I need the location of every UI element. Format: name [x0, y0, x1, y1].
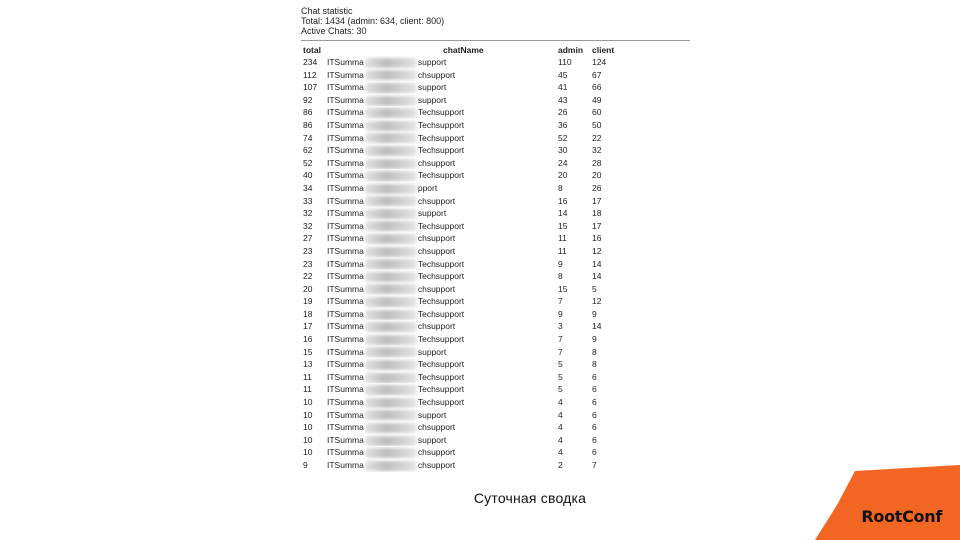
chatname-suffix: pport	[417, 182, 438, 193]
table-row	[301, 94, 631, 107]
table-row	[301, 232, 631, 245]
redacted-name-blur	[365, 159, 417, 169]
redacted-name-blur	[365, 234, 417, 244]
cell-client: 8	[592, 359, 597, 370]
cell-total: 10	[303, 422, 313, 433]
cell-total: 33	[303, 195, 313, 206]
chatname-suffix: Techsupport	[417, 145, 465, 156]
table-row	[301, 396, 631, 409]
chatname-suffix: support	[417, 434, 447, 445]
chatname-prefix: ITSumma	[327, 195, 364, 206]
table-row	[301, 220, 631, 233]
cell-admin: 20	[558, 170, 568, 181]
cell-total: 22	[303, 271, 313, 282]
chatname-suffix: Techsupport	[417, 397, 465, 408]
cell-admin: 11	[558, 245, 567, 256]
chatname-prefix: ITSumma	[327, 132, 364, 143]
cell-client: 6	[592, 447, 597, 458]
redacted-name-blur	[365, 58, 417, 68]
cell-chatname	[325, 459, 556, 472]
chatname-prefix: ITSumma	[327, 308, 364, 319]
cell-client: 5	[592, 283, 597, 294]
cell-chatname	[325, 434, 556, 447]
cell-chatname	[325, 69, 556, 82]
cell-client: 14	[592, 321, 602, 332]
cell-total: 62	[303, 145, 313, 156]
cell-chatname	[325, 396, 556, 409]
cell-total: 27	[303, 233, 313, 244]
chatname-suffix: Techsupport	[417, 384, 465, 395]
cell-admin: 15	[558, 220, 568, 231]
chatname-suffix: chsupport	[417, 422, 456, 433]
cell-client: 26	[592, 182, 602, 193]
cell-total: 86	[303, 119, 313, 130]
cell-client: 49	[592, 94, 602, 105]
table-row	[301, 270, 631, 283]
header-divider	[301, 40, 690, 41]
redacted-name-blur	[365, 171, 417, 181]
cell-total: 40	[303, 170, 313, 181]
chatname-prefix: ITSumma	[327, 397, 364, 408]
chatname-prefix: ITSumma	[327, 82, 364, 93]
cell-client: 32	[592, 145, 602, 156]
cell-admin: 11	[558, 233, 567, 244]
cell-client: 8	[592, 346, 597, 357]
cell-client: 9	[592, 334, 597, 345]
cell-admin: 4	[558, 422, 563, 433]
redacted-name-blur	[365, 360, 417, 370]
chatname-suffix: chsupport	[417, 460, 456, 470]
redacted-name-blur	[365, 385, 417, 395]
cell-total: 112	[303, 69, 317, 80]
table-row	[301, 56, 631, 69]
table-row	[301, 157, 631, 170]
redacted-name-blur	[365, 259, 417, 269]
table-row	[301, 245, 631, 258]
chatname-suffix: chsupport	[417, 447, 456, 458]
cell-total: 9	[303, 460, 308, 470]
table-row	[301, 169, 631, 182]
redacted-name-blur	[365, 297, 417, 307]
chatname-prefix: ITSumma	[327, 258, 364, 269]
report-title: Chat statistic	[301, 6, 353, 16]
cell-chatname	[325, 56, 556, 69]
chatname-prefix: ITSumma	[327, 107, 364, 118]
cell-admin: 15	[558, 283, 568, 294]
cell-chatname	[325, 371, 556, 384]
redacted-name-blur	[365, 272, 417, 282]
cell-admin: 7	[558, 334, 563, 345]
cell-admin: 8	[558, 271, 563, 282]
cell-chatname	[325, 320, 556, 333]
table-row	[301, 358, 631, 371]
table-row	[301, 69, 631, 82]
chatname-suffix: Techsupport	[417, 132, 465, 143]
chat-statistic-header	[301, 6, 691, 36]
redacted-name-blur	[365, 423, 417, 433]
chatname-prefix: ITSumma	[327, 296, 364, 307]
cell-admin: 9	[558, 308, 563, 319]
cell-chatname	[325, 258, 556, 271]
table-row	[301, 371, 631, 384]
cell-chatname	[325, 245, 556, 258]
chatname-prefix: ITSumma	[327, 233, 364, 244]
table-row	[301, 182, 631, 195]
cell-client: 6	[592, 371, 597, 382]
redacted-name-blur	[365, 184, 417, 194]
cell-total: 16	[303, 334, 313, 345]
cell-client: 67	[592, 69, 602, 80]
chatname-prefix: ITSumma	[327, 321, 364, 332]
cell-admin: 43	[558, 94, 568, 105]
redacted-name-blur	[365, 310, 417, 320]
cell-chatname	[325, 295, 556, 308]
cell-total: 11	[303, 384, 312, 395]
cell-client: 22	[592, 132, 602, 143]
table-row	[301, 258, 631, 271]
cell-client: 6	[592, 409, 597, 420]
chatname-prefix: ITSumma	[327, 460, 364, 470]
chatname-prefix: ITSumma	[327, 384, 364, 395]
redacted-name-blur	[365, 221, 417, 231]
table-row	[301, 346, 631, 359]
chatname-suffix: support	[417, 208, 447, 219]
cell-client: 6	[592, 397, 597, 408]
cell-client: 14	[592, 271, 602, 282]
cell-chatname	[325, 421, 556, 434]
chatname-suffix: Techsupport	[417, 119, 465, 130]
table-header-row	[301, 45, 631, 56]
chatname-prefix: ITSumma	[327, 346, 364, 357]
chatname-prefix: ITSumma	[327, 371, 364, 382]
chatname-prefix: ITSumma	[327, 447, 364, 458]
cell-admin: 8	[558, 182, 563, 193]
table-row	[301, 320, 631, 333]
cell-admin: 36	[558, 119, 568, 130]
chatname-suffix: chsupport	[417, 69, 456, 80]
cell-client: 16	[592, 233, 602, 244]
chatname-suffix: chsupport	[417, 195, 456, 206]
cell-client: 17	[592, 195, 602, 206]
redacted-name-blur	[365, 347, 417, 357]
chatname-prefix: ITSumma	[327, 157, 364, 168]
cell-total: 107	[303, 82, 318, 93]
cell-client: 60	[592, 107, 602, 118]
cell-total: 10	[303, 434, 313, 445]
cell-admin: 110	[558, 57, 572, 67]
cell-client: 9	[592, 308, 597, 319]
column-header-chatname: chatName	[443, 45, 484, 55]
chatname-prefix: ITSumma	[327, 271, 364, 282]
table-row	[301, 283, 631, 296]
redacted-name-blur	[365, 83, 417, 93]
brand-logo-text: RootConf	[861, 507, 942, 526]
chatname-suffix: chsupport	[417, 157, 456, 168]
cell-chatname	[325, 333, 556, 346]
chatname-prefix: ITSumma	[327, 94, 364, 105]
cell-chatname	[325, 283, 556, 296]
chatname-prefix: ITSumma	[327, 220, 364, 231]
chatname-prefix: ITSumma	[327, 334, 364, 345]
cell-total: 52	[303, 157, 313, 168]
cell-admin: 2	[558, 460, 563, 470]
column-header-total: total	[303, 45, 321, 55]
table-row	[301, 207, 631, 220]
cell-admin: 4	[558, 397, 563, 408]
slide-caption: Суточная сводка	[473, 490, 587, 506]
chatname-prefix: ITSumma	[327, 182, 364, 193]
cell-client: 50	[592, 119, 602, 130]
cell-client: 6	[592, 422, 597, 433]
report-total-line: Total: 1434 (admin: 634, client: 800)	[301, 16, 445, 26]
cell-client: 18	[592, 208, 602, 219]
cell-admin: 52	[558, 132, 568, 143]
cell-chatname	[325, 308, 556, 321]
cell-total: 32	[303, 220, 313, 231]
cell-chatname	[325, 157, 556, 170]
table-row	[301, 308, 631, 321]
redacted-name-blur	[365, 322, 417, 332]
chat-statistic-table	[301, 45, 631, 472]
cell-admin: 30	[558, 145, 568, 156]
chatname-suffix: Techsupport	[417, 170, 465, 181]
table-row	[301, 132, 631, 145]
cell-chatname	[325, 144, 556, 157]
cell-admin: 16	[558, 195, 568, 206]
redacted-name-blur	[365, 146, 417, 156]
cell-chatname	[325, 132, 556, 145]
chatname-suffix: support	[417, 94, 447, 105]
chatname-suffix: chsupport	[417, 233, 456, 244]
table-row	[301, 81, 631, 94]
chatname-suffix: support	[417, 346, 447, 357]
cell-admin: 7	[558, 296, 563, 307]
cell-client: 6	[592, 434, 597, 445]
cell-chatname	[325, 182, 556, 195]
cell-total: 23	[303, 258, 313, 269]
chatname-suffix: Techsupport	[417, 107, 465, 118]
cell-client: 6	[592, 384, 597, 395]
cell-total: 17	[303, 321, 313, 332]
cell-total: 10	[303, 397, 313, 408]
cell-admin: 9	[558, 258, 563, 269]
redacted-name-blur	[365, 461, 417, 471]
chatname-prefix: ITSumma	[327, 409, 364, 420]
column-header-client: client	[592, 45, 615, 55]
redacted-name-blur	[365, 133, 417, 143]
redacted-name-blur	[365, 247, 417, 257]
cell-client: 66	[592, 82, 602, 93]
table-row	[301, 421, 631, 434]
cell-admin: 41	[558, 82, 568, 93]
cell-chatname	[325, 207, 556, 220]
cell-admin: 4	[558, 409, 563, 420]
table-row	[301, 459, 631, 472]
redacted-name-blur	[365, 96, 417, 106]
cell-admin: 26	[558, 107, 568, 118]
cell-admin: 3	[558, 321, 563, 332]
table-row	[301, 446, 631, 459]
chatname-suffix: Techsupport	[417, 371, 465, 382]
cell-chatname	[325, 169, 556, 182]
redacted-name-blur	[365, 284, 417, 294]
redacted-name-blur	[365, 373, 417, 383]
chatname-prefix: ITSumma	[327, 170, 364, 181]
cell-client: 17	[592, 220, 602, 231]
cell-admin: 4	[558, 447, 563, 458]
cell-admin: 7	[558, 346, 563, 357]
table-row	[301, 144, 631, 157]
cell-chatname	[325, 346, 556, 359]
chatname-suffix: Techsupport	[417, 258, 465, 269]
chatname-suffix: support	[417, 409, 447, 420]
chatname-prefix: ITSumma	[327, 69, 364, 80]
cell-chatname	[325, 94, 556, 107]
redacted-name-blur	[365, 448, 417, 458]
table-row	[301, 119, 631, 132]
chatname-suffix: Techsupport	[417, 271, 465, 282]
table-row	[301, 295, 631, 308]
redacted-name-blur	[365, 398, 417, 408]
redacted-name-blur	[365, 121, 417, 131]
table-body	[301, 56, 631, 472]
cell-client: 14	[592, 258, 602, 269]
cell-chatname	[325, 383, 556, 396]
chatname-prefix: ITSumma	[327, 119, 364, 130]
cell-admin: 5	[558, 371, 563, 382]
chatname-suffix: support	[417, 57, 447, 67]
chatname-suffix: Techsupport	[417, 308, 465, 319]
cell-total: 13	[303, 359, 313, 370]
cell-chatname	[325, 446, 556, 459]
cell-total: 10	[303, 447, 313, 458]
cell-chatname	[325, 232, 556, 245]
cell-total: 74	[303, 132, 313, 143]
cell-admin: 4	[558, 434, 563, 445]
cell-total: 15	[303, 346, 313, 357]
table-row	[301, 409, 631, 422]
chatname-suffix: support	[417, 82, 447, 93]
report-active-line: Active Chats: 30	[301, 26, 367, 36]
table-row	[301, 383, 631, 396]
cell-admin: 24	[558, 157, 568, 168]
chatname-suffix: Techsupport	[417, 334, 465, 345]
cell-chatname	[325, 119, 556, 132]
chatname-prefix: ITSumma	[327, 208, 364, 219]
table-row	[301, 333, 631, 346]
redacted-name-blur	[365, 436, 417, 446]
redacted-name-blur	[365, 209, 417, 219]
redacted-name-blur	[365, 335, 417, 345]
cell-total: 34	[303, 182, 313, 193]
cell-admin: 5	[558, 384, 563, 395]
chatname-suffix: Techsupport	[417, 359, 465, 370]
chatname-prefix: ITSumma	[327, 245, 364, 256]
chatname-suffix: chsupport	[417, 321, 456, 332]
chatname-suffix: chsupport	[417, 283, 456, 294]
cell-chatname	[325, 358, 556, 371]
cell-total: 92	[303, 94, 313, 105]
chatname-suffix: Techsupport	[417, 220, 465, 231]
cell-admin: 5	[558, 359, 563, 370]
table-row	[301, 106, 631, 119]
cell-total: 20	[303, 283, 313, 294]
cell-total: 11	[303, 371, 312, 382]
cell-total: 18	[303, 308, 313, 319]
cell-total: 86	[303, 107, 313, 118]
cell-chatname	[325, 220, 556, 233]
chatname-suffix: chsupport	[417, 245, 456, 256]
cell-client: 124	[592, 57, 607, 67]
cell-chatname	[325, 81, 556, 94]
chatname-prefix: ITSumma	[327, 57, 364, 67]
cell-total: 32	[303, 208, 313, 219]
redacted-name-blur	[365, 70, 417, 80]
chatname-suffix: Techsupport	[417, 296, 465, 307]
cell-client: 12	[592, 245, 602, 256]
cell-client: 28	[592, 157, 602, 168]
chatname-prefix: ITSumma	[327, 145, 364, 156]
table-row	[301, 434, 631, 447]
cell-chatname	[325, 195, 556, 208]
cell-chatname	[325, 270, 556, 283]
cell-admin: 14	[558, 208, 568, 219]
redacted-name-blur	[365, 196, 417, 206]
cell-chatname	[325, 106, 556, 119]
cell-total: 234	[303, 57, 318, 67]
chatname-prefix: ITSumma	[327, 359, 364, 370]
cell-total: 23	[303, 245, 313, 256]
brand-orange-shape-icon	[815, 465, 960, 540]
redacted-name-blur	[365, 108, 417, 118]
cell-chatname	[325, 409, 556, 422]
table-row	[301, 195, 631, 208]
chatname-prefix: ITSumma	[327, 422, 364, 433]
column-header-admin: admin	[558, 45, 584, 55]
cell-total: 10	[303, 409, 313, 420]
chatname-prefix: ITSumma	[327, 434, 364, 445]
chatname-prefix: ITSumma	[327, 283, 364, 294]
brand-badge	[815, 465, 960, 540]
cell-client: 20	[592, 170, 602, 181]
cell-client: 7	[592, 460, 597, 470]
cell-total: 19	[303, 296, 313, 307]
cell-client: 12	[592, 296, 602, 307]
cell-admin: 45	[558, 69, 568, 80]
redacted-name-blur	[365, 410, 417, 420]
